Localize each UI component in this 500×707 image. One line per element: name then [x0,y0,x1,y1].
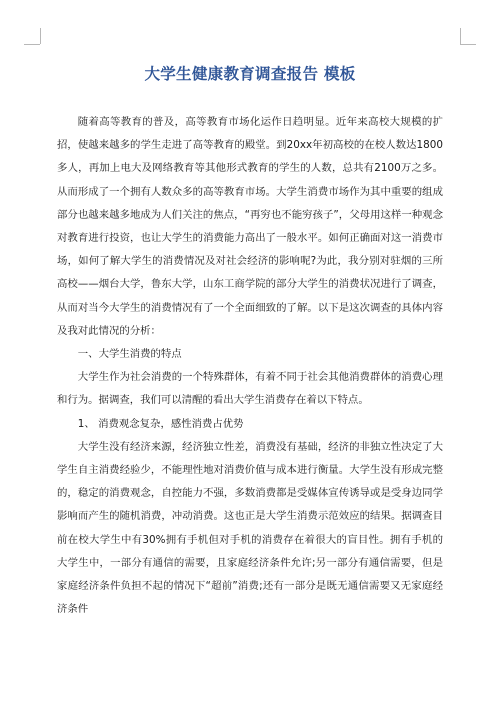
crop-mark-top-right-vertical [460,28,461,44]
paragraph-subsection-1: 大学生没有经济来源，经济独立性差，消费没有基础，经济的非独立性决定了大学生自主消费经验少，不能理性地对消费价值与成本进行衡量。大学生没有形成完整的，稳定的消费观念，自控能力不强，多数消费都是受媒体宣传诱导或是受身边同学影响而产生的随机消费，冲动消费。这也正是大学生消费示范效应的结果。据调查目前在校大学生中有30%拥有手机但对手机的消费存在着很大的盲目性。拥有手机的大学生中，一部分有通信的需要，且家庭经济条件允许;另一部分有通信需要，但是家庭经济条件负担不起的情况下“超前”消费;还有一部分是既无通信需要又无家庭经济条件 [57,440,443,616]
crop-mark-top-left-vertical [40,28,41,44]
subsection-heading-1: 1、 消费观念复杂，感性消费占优势 [77,417,244,430]
paragraph-intro: 随着高等教育的普及，高等教育市场化运作日趋明显。近年来高校大规模的扩招，使越来越多的学生走进了高等教育的殿堂。到20xx年初高校的在校人数达1800多人，再加上电大及网络教育等其他形式教育的学生的人数，总共有2100万之多。从而形成了一个拥有人数众多的高等教育市场。大学生消费市场作为其中重要的组成部分也越来越多地成为人们关注的焦点，“再穷也不能穷孩子”，父母用这样一种观念对教育进行投资，也让大学生的消费能力高出了一般水平。如何正确面对这一消费市场，如何了解大学生的消费情况及对社会经济的影响呢?为此，我分别对驻烟的三所高校——烟台大学，鲁东大学，山东工商学院的部分大学生的消费状况进行了调查，从而对当今大学生的消费情况有了一个全面细致的了解。以下是这次调查的具体内容及我对此情况的分析： [57,116,443,337]
document-title: 大学生健康教育调查报告 模板 [144,65,356,83]
section-heading-1: 一、大学生消费的特点 [77,348,182,361]
crop-mark-top-left-horizontal [24,44,40,45]
paragraph-section-1: 大学生作为社会消费的一个特殊群体，有着不同于社会其他消费群体的消费心理和行为。据调查，我们可以清醒的看出大学生消费存在着以下特点。 [57,371,443,407]
crop-mark-top-right-horizontal [460,44,476,45]
document-body [57,111,443,621]
